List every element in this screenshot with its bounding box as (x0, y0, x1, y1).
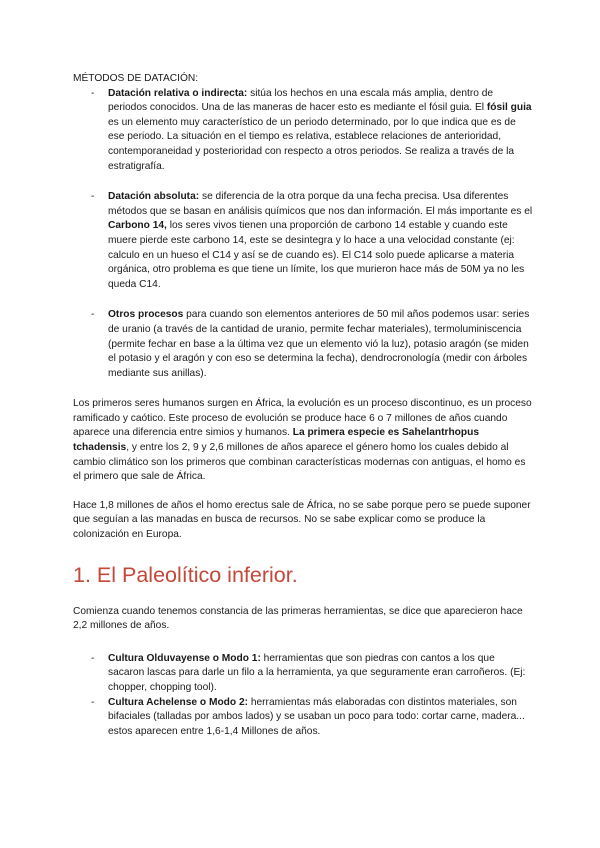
list-item (73, 87, 533, 175)
method-text: se diferencia de la otra porque da una fecha precisa. Usa diferentes métodos que se basan en análisis químicos que nos dan información. El más importante es el (108, 191, 533, 217)
list-item (73, 652, 533, 696)
paragraph-highlight: La primera especie es Sahelantrhopus tchadensis (73, 427, 479, 454)
method-term: Datación relativa o indirecta: (108, 87, 248, 99)
method-highlight: fósil guia (486, 102, 532, 114)
culture-term: Cultura Achelense o Modo 2: (108, 696, 248, 708)
paragraph-text: , y entre los 2, 9 y 2,6 millones de años aparece el género homo los cuales debido al cambio climático son los primeros que combinan características modernas con antiguas, el homo es el primero que sale de África. (73, 442, 526, 483)
method-text: los seres vivos tienen una proporción de carbono 14 estable y cuando este muere pierde este carbono 14, este se desintegra y lo hace a una velocidad constante (ej: calculo en un hueso el C14 y así se de cuando es). El C14 solo puede aplicarse a materia orgánica, otro problema es que tiene un límite, los que murieron hace más de 50M ya no les queda C14. (108, 220, 525, 290)
paragraph-paleolithic-intro: Comienza cuando tenemos constancia de las primeras herramientas, se dice que aparecieron hace 2,2 millones de años. (73, 605, 523, 632)
culture-text: herramientas más elaboradas con distintos materiales, son bifaciales (talladas por ambos lados) y se usaban un poco para todo: cortar carne, madera... estos aparecen entre 1,6-1,4 Millones de años. (108, 696, 525, 737)
document-body (73, 72, 533, 739)
method-text: para cuando son elementos anteriores de 50 mil años podemos usar: series de uranio (a través de la cantidad de uranio, permite fechar materiales), termoluminiscencia (permite fechar en base a la última vez que un elemento vió la luz), potasio aragón (se miden el potasio y el aragón y con eso se determina la fecha), dendrocronología (medir con árboles mediante sus anillas). (108, 309, 530, 379)
section-heading: 1. El Paleolítico inferior. (73, 562, 298, 587)
dating-methods-list (73, 190, 533, 292)
dating-methods-list (73, 308, 533, 381)
culture-term: Cultura Olduvayense o Modo 1: (108, 652, 261, 664)
dating-methods-list (73, 87, 533, 175)
method-term: Otros procesos (108, 309, 184, 321)
section-label: MÉTODOS DE DATACIÓN: (73, 73, 199, 84)
method-term: Datación absoluta: (108, 191, 200, 203)
list-item (73, 190, 533, 292)
cultures-list (73, 652, 533, 740)
list-item (73, 308, 533, 381)
list-item (73, 696, 533, 740)
paragraph-text: Los primeros seres humanos surgen en África, la evolución es un proceso discontinuo, es un proceso ramificado y caótico. Este proceso de evolución se produce hace 6 o 7 millones de años cuando aparece una diferencia entre simios y humanos. (73, 398, 532, 439)
paragraph-homo-erectus: Hace 1,8 millones de años el homo erectus sale de África, no se sabe porque pero se puede suponer que seguían a las manadas en busca de recursos. No se sabe explicar como se produce la colonización en Europa. (73, 499, 531, 541)
paragraph-evolution (73, 397, 533, 485)
method-text: sitúa los hechos en una escala más amplia, dentro de periodos conocidos. Una de las maneras de hacer esto es mediante el fósil guia. El (108, 87, 494, 114)
method-highlight: Carbono 14, (108, 220, 167, 232)
method-text: es un elemento muy característico de un periodo determinado, por lo que indica que es de ese periodo. La situación en el tiempo es relativa, establece relaciones de anterioridad, contemporaneidad y posterioridad con respecto a otros periodos. Se realiza a través de la estratigrafía. (108, 116, 516, 172)
culture-text: herramientas que son piedras con cantos a los que sacaron lascas para darle un filo a la herramienta, ya que seguramente eran carroñeros. (Ej: chopper, chopping tool). (108, 652, 526, 693)
